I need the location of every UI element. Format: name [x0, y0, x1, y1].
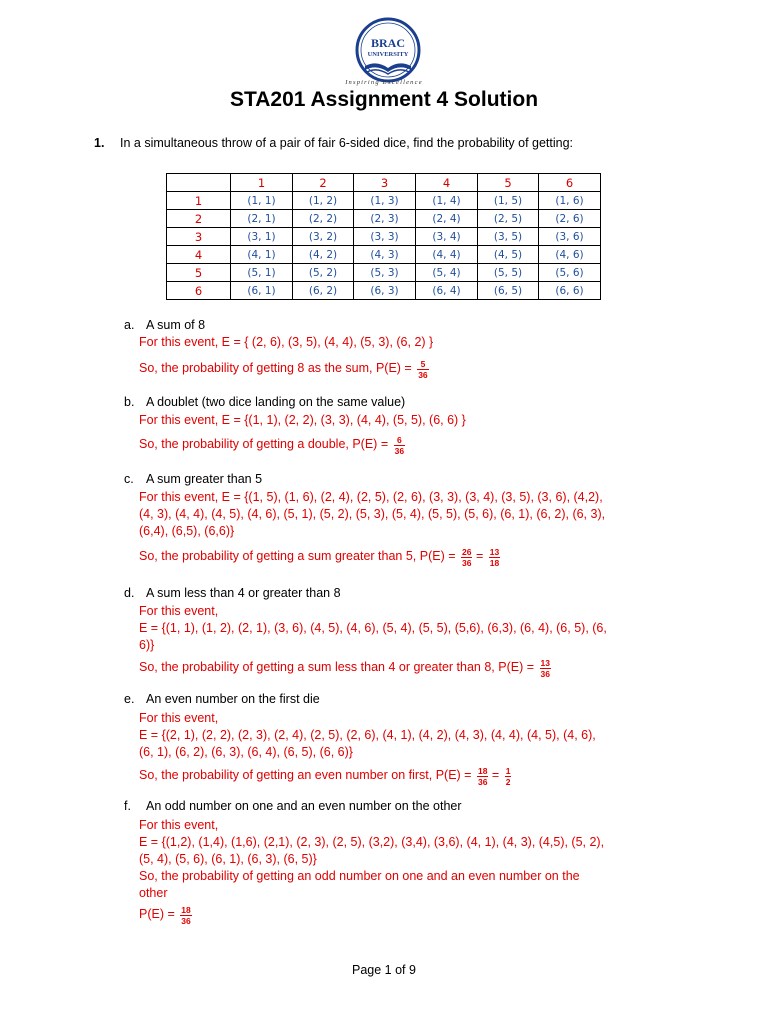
table-cell: (3, 4) [416, 228, 478, 246]
fraction-numerator: 5 [417, 359, 428, 370]
part-title: An odd number on one and an even number on the other [146, 799, 462, 813]
part-title: An even number on the first die [146, 692, 320, 706]
fraction [505, 766, 512, 787]
part-e-event [139, 710, 674, 761]
question-number: 1. [94, 136, 105, 150]
fraction-numerator: 26 [461, 547, 472, 557]
table-cell: (2, 4) [416, 210, 478, 228]
table-cell: (4, 3) [354, 246, 416, 264]
fraction-denominator: 36 [418, 370, 428, 380]
table-cell: (3, 2) [293, 228, 354, 246]
event-line: For this event, [139, 711, 219, 725]
fraction-denominator: 2 [505, 777, 511, 787]
table-cell: (2, 1) [231, 210, 293, 228]
table-row [167, 282, 601, 300]
table-cell: (1, 4) [416, 192, 478, 210]
table-cell: (2, 3) [354, 210, 416, 228]
event-line: (6, 1), (6, 2), (6, 3), (6, 4), (6, 5), (6, 6)} [139, 745, 353, 759]
part-letter: b. [124, 395, 135, 409]
table-cell: (6, 5) [478, 282, 539, 300]
part-d-event [139, 603, 674, 654]
part-f-heading [124, 799, 462, 813]
event-line: So, the probability of getting an odd number on one and an even number on the [139, 869, 580, 883]
result-text: So, the probability of getting a double, P(E) = [139, 436, 389, 451]
fraction [180, 905, 191, 926]
row-header-cell: 5 [167, 264, 231, 282]
event-line: (5, 4), (5, 6), (6, 1), (6, 3), (6, 5)} [139, 852, 317, 866]
question-text: In a simultaneous throw of a pair of fair 6-sided dice, find the probability of getting: [120, 136, 574, 150]
table-cell: (3, 6) [539, 228, 601, 246]
part-title: A sum of 8 [146, 318, 206, 332]
event-line: other [139, 886, 168, 900]
table-row [167, 246, 601, 264]
part-letter: f. [124, 799, 131, 813]
table-cell: (4, 2) [293, 246, 354, 264]
part-b-result [139, 434, 674, 455]
table-cell: (5, 2) [293, 264, 354, 282]
table-cell: (5, 5) [478, 264, 539, 282]
table-header-cell: 2 [293, 174, 354, 192]
fraction [394, 435, 405, 456]
fraction [417, 359, 428, 380]
table-header-cell: 3 [354, 174, 416, 192]
table-cell: (1, 1) [231, 192, 293, 210]
result-text: P(E) = [139, 906, 175, 921]
table-cell: (6, 3) [354, 282, 416, 300]
fraction-denominator: 36 [181, 916, 191, 926]
row-header-cell: 6 [167, 282, 231, 300]
table-cell: (6, 4) [416, 282, 478, 300]
event-line: E = {(1, 1), (1, 2), (2, 1), (3, 6), (4, 5), (4, 6), (5, 4), (5, 5), (5,6), (6,3), (6, 4), (6, 5), (6, [139, 621, 607, 635]
part-c-result [139, 546, 674, 567]
part-b-event: For this event, E = {(1, 1), (2, 2), (3, 3), (4, 4), (5, 5), (6, 6) } [139, 413, 466, 427]
page-title: STA201 Assignment 4 Solution [229, 88, 539, 111]
table-cell: (3, 5) [478, 228, 539, 246]
fraction [489, 547, 500, 568]
row-header-cell: 3 [167, 228, 231, 246]
part-title: A sum greater than 5 [146, 472, 263, 486]
fraction-denominator: 36 [394, 446, 405, 456]
part-title: A doublet (two dice landing on the same value) [146, 395, 406, 409]
table-cell: (1, 6) [539, 192, 601, 210]
table-cell: (1, 2) [293, 192, 354, 210]
logo-text-brac: BRAC [370, 36, 406, 50]
event-line: For this event, [139, 818, 219, 832]
table-cell: (5, 4) [416, 264, 478, 282]
part-b-heading [124, 395, 405, 409]
table-cell: (4, 4) [416, 246, 478, 264]
event-line: For this event, [139, 604, 219, 618]
event-line: E = {(1,2), (1,4), (1,6), (2,1), (2, 3), (2, 5), (3,2), (3,4), (3,6), (4, 1), (4, 3), (4,5), (5, 2), [139, 835, 605, 849]
table-cell: (5, 6) [539, 264, 601, 282]
table-cell: (2, 2) [293, 210, 354, 228]
table-row [167, 264, 601, 282]
table-cell: (6, 2) [293, 282, 354, 300]
fraction-denominator: 36 [461, 558, 472, 568]
logo-tagline: Inspiring Excellence [345, 79, 423, 86]
part-letter: d. [124, 586, 135, 600]
equals-sign: = [491, 767, 500, 782]
table-cell: (2, 5) [478, 210, 539, 228]
table-row [167, 192, 601, 210]
event-line: (4, 3), (4, 4), (4, 5), (4, 6), (5, 1), (5, 2), (5, 3), (5, 4), (5, 5), (5, 6), (6, 1), (6, 2), (6, 3), [139, 507, 606, 521]
table-cell: (6, 1) [231, 282, 293, 300]
fraction-denominator: 18 [489, 558, 500, 568]
table-cell: (3, 3) [354, 228, 416, 246]
row-header-cell: 2 [167, 210, 231, 228]
part-c-event [139, 489, 674, 540]
table-row [167, 228, 601, 246]
fraction [461, 547, 472, 568]
part-f-event [139, 817, 674, 902]
result-text: So, the probability of getting a sum greater than 5, P(E) = [139, 548, 456, 563]
table-header-cell: 5 [478, 174, 539, 192]
table-header-cell: 6 [539, 174, 601, 192]
table-cell: (4, 5) [478, 246, 539, 264]
part-a-heading [124, 318, 205, 332]
part-letter: a. [124, 318, 135, 332]
fraction-numerator: 13 [540, 658, 550, 668]
part-a-result [139, 358, 674, 379]
row-header-cell: 4 [167, 246, 231, 264]
result-text: So, the probability of getting an even number on first, P(E) = [139, 767, 472, 782]
part-title: A sum less than 4 or greater than 8 [146, 586, 341, 600]
table-cell: (4, 6) [539, 246, 601, 264]
fraction-denominator: 36 [540, 669, 550, 679]
part-letter: e. [124, 692, 135, 706]
table-header-row [167, 174, 601, 192]
table-cell: (4, 1) [231, 246, 293, 264]
table-cell: (6, 6) [539, 282, 601, 300]
fraction-numerator: 6 [394, 435, 405, 446]
table-cell: (1, 3) [354, 192, 416, 210]
result-text: So, the probability of getting 8 as the sum, P(E) = [139, 360, 412, 375]
table-row [167, 210, 601, 228]
event-line: 6)} [139, 638, 155, 652]
row-header-cell: 1 [167, 192, 231, 210]
part-d-result [139, 657, 674, 678]
part-d-heading [124, 586, 341, 600]
table-cell: (2, 6) [539, 210, 601, 228]
table-cell: (5, 3) [354, 264, 416, 282]
event-line: (6,4), (6,5), (6,6)} [139, 524, 235, 538]
fraction-numerator: 1 [505, 766, 511, 776]
table-header-cell: 4 [416, 174, 478, 192]
fraction [477, 766, 488, 787]
table-cell: (3, 1) [231, 228, 293, 246]
part-f-result [139, 904, 674, 925]
event-line: For this event, E = {(1, 5), (1, 6), (2, 4), (2, 5), (2, 6), (3, 3), (3, 4), (3, 5), (3, 6), (4,2), [139, 490, 603, 504]
dice-outcome-table [166, 173, 601, 300]
table-cell: (1, 5) [478, 192, 539, 210]
part-e-heading [124, 692, 320, 706]
table-cell: (5, 1) [231, 264, 293, 282]
fraction-denominator: 36 [477, 777, 488, 787]
fraction [540, 658, 551, 679]
table-header-cell [167, 174, 231, 192]
part-c-heading [124, 472, 262, 486]
result-text: So, the probability of getting a sum less than 4 or greater than 8, P(E) = [139, 659, 535, 674]
part-letter: c. [124, 472, 134, 486]
fraction-numerator: 18 [477, 766, 488, 776]
event-line: E = {(2, 1), (2, 2), (2, 3), (2, 4), (2, 5), (2, 6), (4, 1), (4, 2), (4, 3), (4, 4), (4, 5), (4, 6), [139, 728, 596, 742]
page-footer: Page 1 of 9 [352, 963, 416, 977]
fraction-numerator: 13 [489, 547, 500, 557]
logo-text-university: UNIVERSITY [367, 51, 409, 58]
table-header-cell: 1 [231, 174, 293, 192]
part-a-event: For this event, E = { (2, 6), (3, 5), (4, 4), (5, 3), (6, 2) } [139, 335, 434, 349]
equals-sign: = [475, 548, 484, 563]
part-e-result [139, 765, 674, 786]
fraction-numerator: 18 [181, 905, 191, 915]
